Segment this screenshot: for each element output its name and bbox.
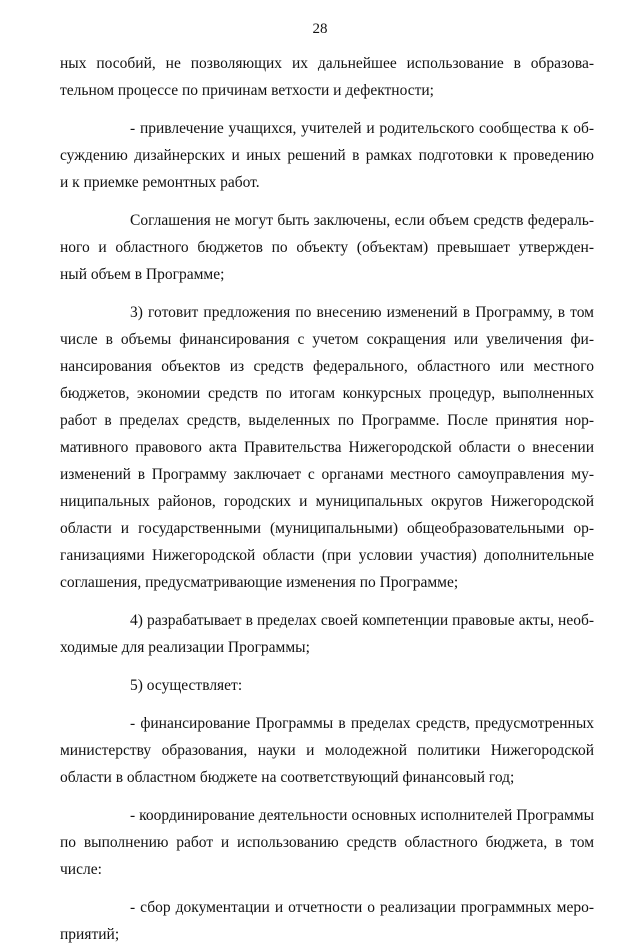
text-line: Соглашения не могут быть заключены, если объем средств федераль-: [130, 212, 594, 229]
paragraph-gap: [60, 104, 594, 115]
paragraph: [60, 299, 594, 596]
paragraph: [60, 802, 594, 883]
text-line: 5) осуществляет:: [130, 677, 243, 694]
document-body: [60, 50, 594, 948]
text-line: и к приемке ремонтных работ.: [60, 174, 260, 191]
text-line: соглашения, предусматривающие изменения по Программе;: [60, 574, 459, 591]
text-line: области в областном бюджете на соответствующий финансовый год;: [60, 769, 515, 786]
text-line: работ в пределах средств, выделенных по Программе. После принятия нор-: [60, 412, 594, 429]
paragraph-gap: [60, 661, 594, 672]
text-line: ных пособий, не позволяющих их дальнейшее использование в образова-: [60, 55, 594, 72]
text-line: 4) разрабатывает в пределах своей компетенции правовые акты, необ-: [130, 612, 594, 629]
text-line: ный объем в Программе;: [60, 266, 225, 283]
paragraph: [60, 607, 594, 661]
text-line: - сбор документации и отчетности о реализации программных меро-: [130, 899, 594, 916]
text-line: изменений в Программу заключает с органами местного самоуправления му-: [60, 466, 594, 483]
paragraph: [60, 115, 594, 196]
paragraph: [60, 710, 594, 791]
text-line: по выполнению работ и использованию средств областного бюджета, в том: [60, 834, 594, 851]
text-line: приятий;: [60, 926, 120, 943]
text-line: числе:: [60, 861, 102, 878]
text-line: бюджетов, экономии средств по итогам конкурсных процедур, выполненных: [60, 385, 594, 402]
page-number: 28: [312, 21, 328, 37]
text-line: - финансирование Программы в пределах средств, предусмотренных: [130, 715, 594, 732]
text-line: области и государственными (муниципальными) общеобразовательными ор-: [60, 520, 594, 537]
text-line: ганизациями Нижегородской области (при условии участия) дополнительные: [60, 547, 594, 564]
text-line: - привлечение учащихся, учителей и родительского сообщества к об-: [130, 120, 594, 137]
text-line: суждению дизайнерских и иных решений в рамках подготовки к проведению: [60, 147, 594, 164]
text-line: нансирования объектов из средств федерального, областного или местного: [60, 358, 594, 375]
text-line: ного и областного бюджетов по объекту (объектам) превышает утвержден-: [60, 239, 594, 256]
paragraph: [60, 894, 594, 948]
paragraph-gap: [60, 883, 594, 894]
text-line: ниципальных районов, городских и муниципальных округов Нижегородской: [60, 493, 594, 510]
paragraph: [60, 50, 594, 104]
text-line: министерству образования, науки и молодежной политики Нижегородской: [60, 742, 594, 759]
text-line: - координирование деятельности основных исполнителей Программы: [130, 807, 594, 824]
paragraph-gap: [60, 196, 594, 207]
paragraph: [60, 207, 594, 288]
text-line: мативного правового акта Правительства Нижегородской области о внесении: [60, 439, 594, 456]
paragraph-gap: [60, 791, 594, 802]
text-line: тельном процессе по причинам ветхости и дефектности;: [60, 82, 434, 99]
text-line: ходимые для реализации Программы;: [60, 639, 310, 656]
paragraph-gap: [60, 596, 594, 607]
text-line: 3) готовит предложения по внесению изменений в Программу, в том: [130, 304, 594, 321]
paragraph-gap: [60, 699, 594, 710]
paragraph: [60, 672, 594, 699]
paragraph-gap: [60, 288, 594, 299]
text-line: числе в объемы финансирования с учетом сокращения или увеличения фи-: [60, 331, 594, 348]
